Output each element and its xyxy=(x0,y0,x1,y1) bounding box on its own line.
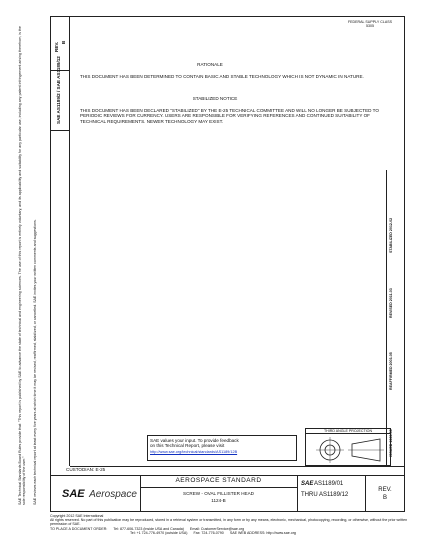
vertical-doc-id: SAE AS1189/2 / SAE AS1189/12 xyxy=(56,56,61,124)
logo-aerospace: Aerospace xyxy=(89,489,137,500)
date-stabilized: STABILIZED 2012-02 xyxy=(389,217,393,253)
feedback-box xyxy=(147,435,297,461)
feedback-line-2: on this Technical Report, please visit xyxy=(150,443,225,449)
doc-num-1: AS1189/01 xyxy=(314,481,344,487)
rationale-text: THIS DOCUMENT HAS BEEN DETERMINED TO CONTAIN BASIC AND STABLE TECHNOLOGY WHICH IS NOT DYNAMIC IN NATURE. xyxy=(80,74,364,79)
sae-aerospace-logo xyxy=(62,484,142,502)
logo-sae: SAE xyxy=(62,488,85,500)
tel-us: Tel: 877-606-7323 (inside USA and Canada) xyxy=(113,526,184,531)
doc-num-2: THRU AS1189/12 xyxy=(301,492,349,498)
projection-label: THIRD ANGLE PROJECTION xyxy=(306,429,390,434)
right-margin-divider xyxy=(386,170,387,465)
tb-doc-type-line xyxy=(140,487,297,488)
stabilized-text: THIS DOCUMENT HAS BEEN DECLARED "STABILIZED" BY THE E-25 TECHNICAL COMMITTEE AND WILL NO LONGER BE SUBJECTED TO PERIODIC REVIEWS FOR CURRENCY. USERS ARE RESPONSIBLE FOR VERIFYING REFERENCES AND CONTINUED SUITABILITY OF TECHNICAL REQUIREMENTS. NEWER TECHNOLOGY MAY EXIST. xyxy=(80,108,379,124)
tel-intl: Tel: +1 724-776-4970 (outside USA) xyxy=(130,530,188,535)
email[interactable]: Email: CustomerService@sae.org xyxy=(189,526,245,531)
rights: All rights reserved. No part of this publication may be reproduced, stored in a retrieval system or transmitted, in any form or by any means, electronic, mechanical, photocopying, recording, or otherwise, without the prior written permission of SAE. xyxy=(50,518,408,527)
doc-num-prefix: SAE xyxy=(301,481,314,487)
projection-symbol-icon xyxy=(306,434,390,466)
left-column-divider-2 xyxy=(50,130,70,131)
left-margin-rules-text: SAE Technical Standards Board Rules provide that: "This report is published by SAE to advance the state of technical and engineering sciences. The use of this report is entirely voluntary, and its applicability and suitability for any particular use, including any patent infringement arising therefrom, is the sole responsibility of the user." xyxy=(18,26,27,505)
feedback-line-1: SAE values your input. To provide feedback xyxy=(150,438,239,443)
fsc-value: 5305 xyxy=(366,24,374,29)
custodian: CUSTODIAN: E-25 xyxy=(66,467,106,472)
part-title-2: 1124-B xyxy=(211,498,226,503)
date-issued: ISSUED 1969-05 xyxy=(389,429,393,457)
order-label: TO PLACE A DOCUMENT ORDER: xyxy=(50,526,108,531)
tb-divider-3 xyxy=(365,475,366,512)
tb-divider-2 xyxy=(297,475,298,512)
copyright: Copyright 2012 SAE International xyxy=(50,514,104,518)
feedback-link[interactable]: http://www.sae.org/technical/standards/AS1189/12B xyxy=(150,449,238,454)
contact-row-2 xyxy=(50,531,420,535)
left-margin-review-text: SAE reviews each technical report at least every five years at which time it may be revised, reaffirmed, stabilized, or cancelled. SAE invites your written comments and suggestions. xyxy=(33,219,37,505)
rev-value: B xyxy=(382,495,387,501)
date-revised: REVISED 2011-03 xyxy=(389,288,393,318)
part-title-1: SCREW - OVAL FILLISTER HEAD xyxy=(183,491,254,496)
rationale-heading: RATIONALE xyxy=(197,62,223,67)
fsc-label: FEDERAL SUPPLY CLASS xyxy=(347,20,393,24)
web-address[interactable]: SAE WEB ADDRESS: http://www.sae.org xyxy=(229,530,296,535)
projection-box xyxy=(305,428,391,466)
date-reaffirmed: REAFFIRMED 2003-05 xyxy=(389,352,393,390)
federal-supply-class xyxy=(340,20,400,28)
top-rev-value: B xyxy=(61,40,66,44)
stabilized-heading: STABILIZED NOTICE xyxy=(192,96,238,101)
top-rev-label: REV. xyxy=(54,41,59,52)
fax: Fax: 724-776-0790 xyxy=(193,530,224,535)
doc-type: AEROSPACE STANDARD xyxy=(175,477,262,484)
footer xyxy=(50,514,420,535)
custodian-top-line xyxy=(70,466,405,467)
title-block-top-line xyxy=(50,475,405,476)
rev-label: REV. xyxy=(378,487,392,493)
